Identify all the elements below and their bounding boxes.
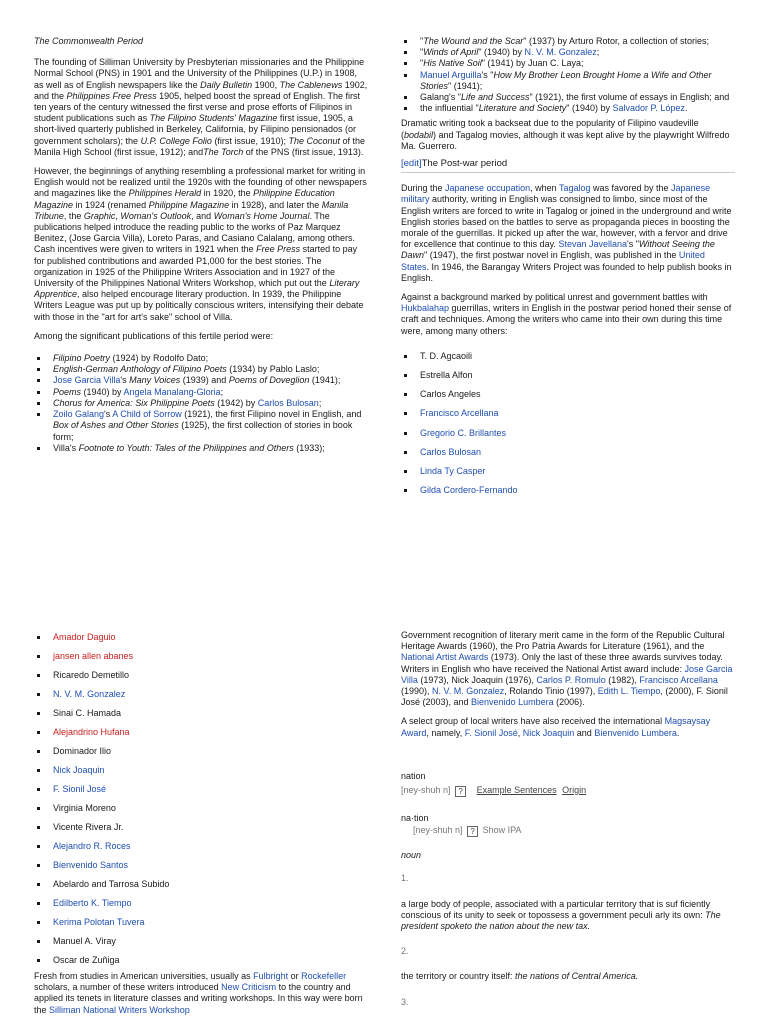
text-link[interactable]: Gregorio C. Brillantes — [420, 427, 507, 438]
text-link[interactable]: Jose Garcia Villa — [401, 663, 733, 685]
list-item: "His Native Soil" (1941) by Juan C. Laya; — [401, 58, 735, 69]
list-item — [401, 485, 735, 496]
text-link[interactable]: Zoilo Galang — [53, 409, 105, 420]
help-icon[interactable]: ? — [455, 786, 466, 797]
column-bottom-right — [401, 630, 735, 1008]
dict-sense-number-1: 1. — [401, 873, 409, 884]
list-item — [34, 689, 368, 700]
list-item — [34, 784, 368, 795]
paragraph-government-recognition: Government recognition of literary merit came in the form of the Republic Cultural Heritage Awards (1960), the Pro Patria Awards for Literature (1961), and the National Artist Awards (1973). Only the last of these three awards survives today. Writers in English who have received the National Artist award include: Jose Garcia Villa (1973), Nick Joaquin (1976), Carlos P. Romulo (1982), Francisco Arcellana (1990), N. V. M. Gonzalez, Rolando Tinio (1997), Edith L. Tiempo, (2000), F. Sionil José (2003), and Bienvenido Lumbera (2006). — [401, 630, 733, 708]
list-item — [34, 765, 368, 776]
text-link[interactable]: Edith L. Tiempo — [597, 686, 661, 697]
text-link[interactable]: Japanese military — [401, 183, 711, 205]
text-link[interactable]: Nick Joaquin — [522, 727, 575, 738]
text-link[interactable]: Silliman National Writers Workshop — [49, 1004, 190, 1015]
text-link[interactable]: Tagalog — [558, 183, 591, 194]
text-link[interactable]: Stevan Javellana — [558, 239, 627, 250]
paragraph-publications-intro: Among the significant publications of this fertile period were: — [34, 330, 274, 341]
publications-list-continued — [401, 36, 735, 114]
text-link[interactable]: Nick Joaquin — [53, 765, 105, 775]
list-item: Poems (1940) by Angela Manalang-Gloria; — [34, 387, 368, 398]
dict-headword: nation — [401, 770, 426, 781]
section-heading-commonwealth: The Commonwealth Period — [34, 36, 144, 46]
text-link[interactable]: New Criticism — [221, 982, 277, 993]
text-link[interactable]: Carlos Bulosan — [420, 446, 482, 457]
dict-pronunciation-2: [ney-shuh n] — [413, 825, 463, 836]
column-bottom-left — [34, 632, 368, 1024]
list-item — [34, 727, 368, 738]
column-top-left — [34, 36, 368, 454]
text-link[interactable]: Kerima Polotan Tuvera — [53, 917, 145, 927]
missing-page-link[interactable]: Alejandrino Hufana — [53, 727, 130, 737]
text-link[interactable]: N. V. M. Gonzalez — [524, 47, 597, 58]
text-link[interactable]: Salvador P. López — [612, 103, 685, 114]
list-item: Virginia Moreno — [34, 803, 368, 814]
text-link[interactable]: Angela Manalang-Gloria — [123, 386, 221, 397]
paragraph-drama: Dramatic writing took a backseat due to the popularity of Filipino vaudeville (bodabil) and Tagalog movies, although it was kept alive by the playwright Wilfredo Ma. Guerrero. — [401, 118, 730, 151]
text-link[interactable]: Bienvenido Lumbera — [471, 697, 554, 708]
list-item: "The Wound and the Scar" (1937) by Arturo Rotor, a collection of stories; — [401, 36, 735, 47]
dict-example-2: the nations of Central America. — [515, 971, 639, 982]
paragraph-fresh-from-studies: Fresh from studies in American universities, usually as Fulbright or Rockefeller scholars, a number of these writers introduced New Criticism to the country and applied its tenets in literature classes and writing workshops. In this way were born the Silliman National Writers Workshop — [34, 971, 363, 1015]
show-ipa-toggle[interactable]: Show IPA — [482, 825, 522, 836]
text-link[interactable]: United States — [401, 250, 705, 272]
text-link[interactable]: F. Sionil José — [464, 727, 518, 738]
text-link[interactable]: Rockefeller — [301, 971, 347, 981]
list-item — [401, 428, 735, 439]
list-item: the influential "Literature and Society" (1940) by Salvador P. López. — [401, 103, 735, 114]
postwar-heading-text: The Post-war period — [421, 158, 508, 170]
list-item: Jose Garcia Villa's Many Voices (1939) and Poems of Doveglion (1941); — [34, 375, 368, 386]
text-link[interactable]: N. V. M. Gonzalez — [432, 686, 505, 697]
dict-pronunciation-row — [401, 785, 735, 797]
list-item: Chorus for America: Six Philippine Poets (1942) by Carlos Bulosan; — [34, 398, 368, 409]
list-item — [34, 860, 368, 871]
list-item: Ricaredo Demetillo — [34, 670, 368, 681]
list-item: English-German Anthology of Filipino Poets (1934) by Pablo Laslo; — [34, 364, 368, 375]
text-link[interactable]: Bienvenido Santos — [53, 860, 129, 870]
text-link[interactable]: N. V. M. Gonzalez — [53, 689, 126, 699]
list-item — [34, 898, 368, 909]
list-item — [401, 408, 735, 419]
list-item: Abelardo and Tarrosa Subido — [34, 879, 368, 890]
paragraph-magsaysay: A select group of local writers have also received the international Magsaysay Award, namely, F. Sionil José, Nick Joaquin and Bienvenido Lumbera. — [401, 716, 711, 738]
origin-link[interactable]: Origin — [562, 785, 587, 796]
list-item: Manuel Arguilla's "How My Brother Leon Brought Home a Wife and Other Stories" (1941); — [401, 70, 735, 92]
list-item: Zoilo Galang's A Child of Sorrow (1921), the first Filipino novel in English, and Box of Ashes and Other Stories (1925), the first collection of stories in book form; — [34, 409, 368, 443]
list-item — [401, 447, 735, 458]
paragraph-postwar-occupation: During the Japanese occupation, when Tagalog was favored by the Japanese military authority, writing in English was consigned to limbo, since most of the English writers are forced to write in Tagalog or joined in the underground and write English stories based on the battles to serve as propaganda pieces in boosting the morale of the guerrillas. It picked up after the war, however, with a fervor and drive for excellence that continue to this day. Stevan Javellana's "Without Seeing the Dawn" (1947), the first postwar novel in English, was published in the United States. In 1946, the Barangay Writers Project was founded to help publish books in English. — [401, 183, 732, 283]
section-heading-postwar — [401, 158, 735, 173]
column-top-right — [401, 36, 735, 505]
list-item: Manuel A. Viray — [34, 936, 368, 947]
text-link[interactable]: Hukbalahap — [401, 303, 450, 314]
list-item — [34, 632, 368, 643]
text-link[interactable]: Jose Garcia Villa — [53, 375, 121, 386]
dict-pronunciation: [ney-shuh n] — [401, 785, 451, 796]
list-item — [34, 651, 368, 662]
dict-definition-2: the territory or country itself: the nations of Central America. — [401, 971, 639, 982]
paragraph-founding: The founding of Silliman University by Presbyterian missionaries and the Philippine Normal School (PNS) in 1901 and the University of the Philippines (U.P.) in 1908, as well as of English newspapers like the Daily Bulletin 1900, The Cablenews 1902, and the Philippines Free Press 1905, helped boost the spread of English. The first ten years of the century witnessed the first verse and prose efforts of Filipinos in student publications such as The Filipino Students' Magazine first issue, 1905, a short-lived quarterly published in Berkeley, California, by Filipino pensionados (or government scholars); the U.P. College Folio (first issue, 1910); The Coconut of the Manila High School (first issue, 1912); andThe Torch of the PNS (first issue, 1913). — [34, 57, 368, 157]
list-item: Villa's Footnote to Youth: Tales of the Philippines and Others (1933); — [34, 443, 368, 454]
paragraph-professional-market: However, the beginnings of anything resembling a professional market for writing in English would not be realized until the 1920s with the founding of other newspapers and magazines like the Philippines Herald in 1920, the Philippine Education Magazine in 1924 (renamed Philippine Magazine in 1928), and later the Manila Tribune, the Graphic, Woman's Outlook, and Woman's Home Journal. The publications helped introduce the reading public to the works of Paz Marquez Benitez, (Jose Garcia Villa), Loreto Paras, and Casiano Calalang, among others. Cash incentives were given to writers in 1921 when the Free Press started to pay for published contributions and awarded P1,000 for the best stories. The organization in 1925 of the Philippine Writers Association and in 1927 of the University of the Philippines National Writers Workshop, which put out the Literary Apprentice, also helped encourage literary production. In 1939, the Philippine Writers League was put up by politically conscious writers, intensifying their debate with those in the "art for art's sake" school of Villa. — [34, 166, 367, 322]
list-item: Carlos Angeles — [401, 389, 735, 400]
text-link[interactable]: Magsaysay Award — [401, 716, 711, 738]
paragraph-postwar-writers: Against a background marked by political unrest and government battles with Hukbalahap guerrillas, writers in English in the postwar period honed their sense of craft and techniques. Among the writers who came into their own during this time were, among many others: — [401, 292, 732, 336]
text-link[interactable]: Francisco Arcellana — [420, 408, 499, 419]
dictionary-entry — [401, 771, 735, 1008]
list-item: Estrella Alfon — [401, 370, 735, 381]
dict-headword-syllabified: na·tion — [401, 813, 429, 824]
text-link[interactable]: Francisco Arcellana — [639, 674, 718, 685]
text-link[interactable]: Carlos P. Romulo — [536, 674, 606, 685]
missing-page-link[interactable]: jansen allen abanes — [53, 651, 134, 661]
dict-definition-1: a large body of people, associated with a particular territory that is suf ficiently conscious of its unity to seek or topossess a government peculi arly its own: The president spoketo the nation about the new tax. — [401, 898, 721, 932]
text-link[interactable]: Alejandro R. Roces — [53, 841, 131, 851]
dict-pronunciation-row-2 — [401, 825, 735, 837]
text-link[interactable]: Japanese occupation — [445, 183, 531, 194]
publications-list — [34, 353, 368, 454]
text-link[interactable]: National Artist Awards — [401, 652, 489, 663]
text-link[interactable]: Linda Ty Casper — [420, 466, 486, 477]
text-link[interactable]: Carlos Bulosan — [257, 397, 319, 408]
postwar-writers-list-continued — [34, 632, 368, 966]
text-link[interactable]: Edilberto K. Tiempo — [53, 898, 132, 908]
missing-page-link[interactable]: Amador Daguio — [53, 632, 116, 642]
example-sentences-link[interactable]: Example Sentences — [476, 785, 557, 796]
list-item — [34, 841, 368, 852]
list-item: Vicente Rivera Jr. — [34, 822, 368, 833]
text-link[interactable]: A Child of Sorrow — [112, 409, 182, 420]
dict-part-of-speech: noun — [401, 850, 422, 861]
list-item: Filipino Poetry (1924) by Rodolfo Dato; — [34, 353, 368, 364]
dict-sense-number-2: 2. — [401, 946, 409, 957]
text-link[interactable]: Gilda Cordero-Fernando — [420, 485, 518, 496]
help-icon-2[interactable]: ? — [467, 826, 478, 837]
list-item: "Winds of April" (1940) by N. V. M. Gonzalez; — [401, 47, 735, 58]
list-item — [34, 917, 368, 928]
list-item: T. D. Agcaoili — [401, 351, 735, 362]
postwar-writers-list — [401, 351, 735, 497]
list-item: Oscar de Zuñiga — [34, 955, 368, 966]
text-link[interactable]: Fulbright — [253, 971, 289, 981]
dict-example-1: The president spoketo the nation about the new tax. — [401, 909, 721, 932]
text-link[interactable]: F. Sionil José — [53, 784, 107, 794]
text-link[interactable]: Bienvenido Lumbera — [594, 727, 677, 738]
list-item: Sinai C. Hamada — [34, 708, 368, 719]
edit-link[interactable]: [edit] — [401, 158, 422, 170]
list-item: Dominador Ilio — [34, 746, 368, 757]
dict-sense-number-3: 3. — [401, 996, 409, 1007]
text-link[interactable]: Manuel Arguilla — [420, 69, 482, 80]
list-item: Galang's "Life and Success" (1921), the first volume of essays in English; and — [401, 92, 735, 103]
list-item — [401, 466, 735, 477]
